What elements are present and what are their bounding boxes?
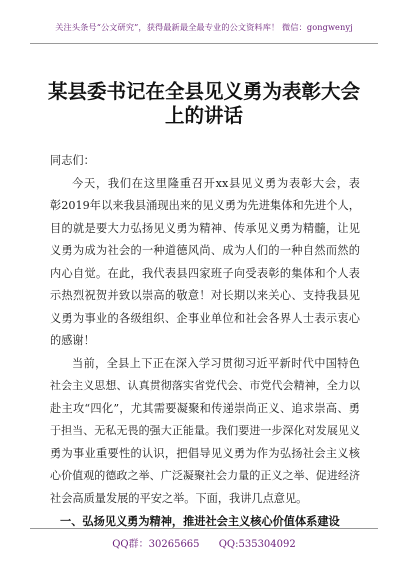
salutation: 同志们： — [50, 154, 95, 167]
body-line: 目的就是要大力弘扬见义勇为精神、传承见义勇为精髓，让见 — [50, 221, 360, 235]
body-line: 赴主攻“四化”，尤其需要凝聚和传递崇尚正义、追求崇高、勇 — [50, 401, 360, 415]
body-line: 心价值观的德政之举、广泛凝聚社会力量的正义之举、促进经济 — [50, 469, 360, 482]
footer-divider — [30, 528, 378, 529]
header-divider — [30, 43, 378, 44]
footer-qq-group: QQ群：30265665 — [112, 539, 200, 550]
body-line: 示热烈祝贺并致以崇高的敬意！对长期以来关心、支持我县见 — [50, 289, 360, 302]
document-title — [20, 80, 388, 128]
footer-contact — [0, 535, 408, 550]
body-line: 义勇为事业的各级组织、企事业单位和社会各界人士表示衷心 — [50, 311, 360, 325]
footer-qq: QQ:535304092 — [218, 539, 296, 550]
body-line: 的感谢！ — [50, 334, 95, 347]
title-line-1: 某县委书记在全县见义勇为表彰大会 — [47, 80, 360, 103]
header-note: 关注头条号“公文研究”，获得最新最全最专业的公文资料库！ 微信：gongwenyj — [55, 22, 353, 32]
title-line-2: 上的讲话 — [164, 104, 243, 127]
body-line: 内心自觉。在此，我代表县四家班子向受表彰的集体和个人表 — [50, 266, 360, 280]
body-line: 勇为事业重要性的认识，把倡导见义勇为作为弘扬社会主义核 — [50, 446, 360, 460]
body-line: 社会主义思想、认真贯彻落实省党代会、市党代会精神，全力以 — [50, 379, 360, 392]
section-heading: 一、弘扬见义勇为精神，推进社会主义核心价值体系建设 — [60, 514, 340, 528]
body-line: 于担当、无私无畏的强大正能量。我们要进一步深化对发展见义 — [50, 424, 360, 437]
document-body — [50, 150, 360, 533]
body-line: 当前，全县上下正在深入学习贯彻习近平新时代中国特色 — [72, 356, 360, 370]
body-line: 义勇为成为社会的一种道德风尚、成为人们的一种自然而然的 — [50, 244, 360, 257]
body-line: 彰2019年以来我县涌现出来的见义勇为先进集体和先进个人， — [50, 199, 360, 212]
body-line: 社会高质量发展的平安之举。下面，我讲几点意见。 — [50, 491, 308, 505]
body-line: 今天，我们在这里隆重召开xx县见义勇为表彰大会，表 — [72, 176, 360, 190]
